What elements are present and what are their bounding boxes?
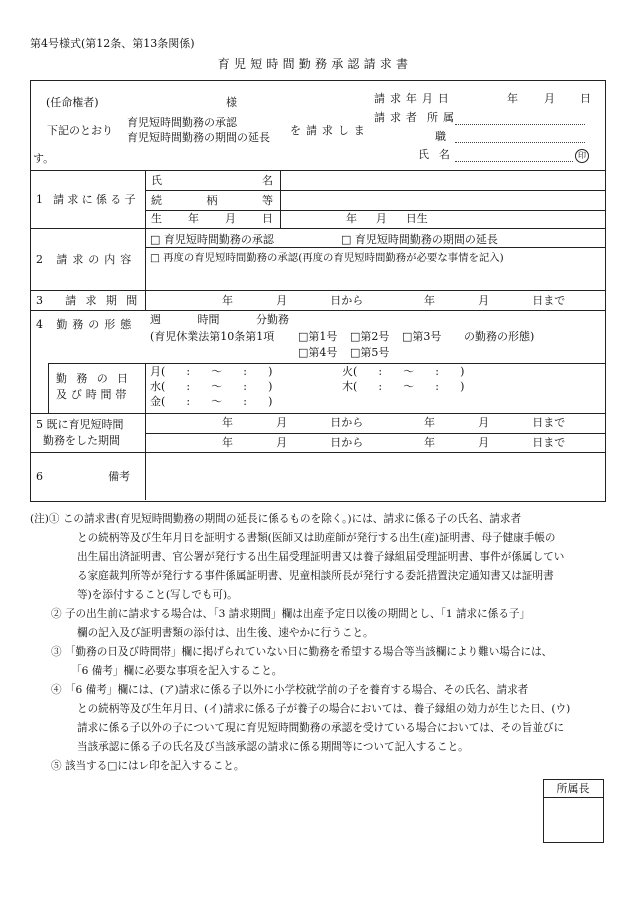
note-2: ② 子の出生前に請求する場合は、「3 請求期間」欄は出産予定日以後の期間とし、「1 請求に係る子」 欄の記入及び証明書類の添付は、出生後、速やかに行うこと。 — [51, 608, 531, 639]
sentence-end: す。 — [33, 152, 55, 165]
content-option-extension[interactable]: □ 育児短時間勤務の期間の延長 — [341, 233, 498, 246]
form-title: 育児短時間勤務承認請求書 — [217, 57, 413, 71]
request-date-day: 日 — [580, 92, 591, 105]
work-form-opt-2[interactable]: □第2号 — [350, 330, 390, 343]
name-label: 氏名 — [418, 148, 460, 161]
request-date-year: 年 — [507, 92, 518, 105]
period-from[interactable]: 年 月 日から — [222, 294, 364, 307]
sama-label: 様 — [226, 96, 237, 109]
child-relation-field[interactable] — [283, 193, 601, 207]
monday-hours[interactable]: 月( : 〜 : ) — [150, 365, 273, 378]
position-label: 職 — [435, 130, 446, 143]
child-relation-label: 続柄等 — [151, 194, 273, 207]
thursday-hours[interactable]: 木( : 〜 : ) — [342, 380, 465, 393]
previous-period-1-to[interactable]: 年 月 日まで — [424, 416, 566, 429]
content-option-reapproval[interactable]: □ 再度の育児短時間勤務の承認(再度の育児短時間勤務が必要な事情を記入) — [150, 252, 504, 264]
previous-period-2-from[interactable]: 年 月 日から — [222, 436, 364, 449]
content-option-approval[interactable]: □ 育児短時間勤務の承認 — [150, 233, 274, 246]
request-date-label: 請求年月日 — [374, 92, 454, 105]
previous-period-2-to[interactable]: 年 月 日まで — [424, 436, 566, 449]
affiliation-field[interactable] — [455, 124, 585, 125]
child-row-label: 1 請求に係る子 — [36, 193, 139, 206]
child-birth-value: 年 月 日生 — [346, 212, 428, 225]
child-name-field[interactable] — [283, 174, 601, 188]
requester-label: 請求者 — [374, 111, 422, 124]
wednesday-hours[interactable]: 水( : 〜 : ) — [150, 380, 273, 393]
content-row-label: 2 請求の内容 — [36, 253, 137, 266]
weekly-hours[interactable]: 週 時間 分勤務 — [150, 313, 289, 326]
workday-label-line1: 勤務の日 — [56, 372, 138, 385]
previous-row-label-line1: 5 既に育児短時間 — [36, 418, 124, 431]
remarks-field[interactable] — [150, 456, 600, 496]
option-approval: 育児短時間勤務の承認 — [127, 116, 237, 129]
work-form-opt-3[interactable]: □第3号 — [402, 330, 442, 343]
work-form-opt-5[interactable]: □第5号 — [350, 346, 390, 359]
workday-label-line2: 及び時間帯 — [56, 388, 131, 401]
request-date-month: 月 — [544, 92, 555, 105]
work-form-row-label: 4 勤務の形態 — [36, 318, 137, 331]
child-birth-label: 生年月日 — [151, 212, 273, 225]
form-number: 第4号様式(第12条、第13条関係) — [30, 37, 195, 50]
position-field[interactable] — [455, 142, 585, 143]
director-label: 所属長 — [556, 782, 590, 795]
option-extension: 育児短時間勤務の期間の延長 — [127, 131, 270, 144]
authority-label: (任命権者) — [46, 96, 99, 109]
work-form-opt-1[interactable]: □第1号 — [298, 330, 338, 343]
name-field[interactable] — [455, 161, 573, 162]
affiliation-label: 所属 — [427, 111, 459, 124]
previous-period-1-from[interactable]: 年 月 日から — [222, 416, 364, 429]
previous-row-label-line2: 勤務をした期間 — [43, 434, 120, 447]
seal-mark: 印 — [575, 148, 589, 163]
period-to[interactable]: 年 月 日まで — [424, 294, 566, 307]
note-1: (注)① この請求書(育児短時間勤務の期間の延長に係るものを除く。)には、請求に係る子の氏名、請求者 との続柄等及び生年月日を証明する書類(医師又は助産師が発行する出生(産)証明書、母子健康手帳の 出生届出済証明書、官公署が発行する出生届受理証明書又は養子縁組届受理証明書、事件が係属してい る家庭裁判所等が発行する事件係属証明書、児童相談所長が発行する委託措置決定通知書又は証明書 等)を添付すること(写しでも可)。 — [30, 513, 565, 601]
note-4: ④ 「6 備考」欄には、(ア)請求に係る子以外に小学校就学前の子を養育する場合、その氏名、請求者 との続柄等及び生年月日、(イ)請求に係る子が養子の場合においては、養子縁組の効力が生じた日、(ウ) 請求に係る子以外の子について現に育児短時間勤務の承認を受けている場合においては、その旨並びに 当該承認に係る子の氏名及び当該承認の請求に係る期間等について記入すること。 — [51, 684, 571, 753]
friday-hours[interactable]: 金( : 〜 : ) — [150, 395, 273, 408]
work-form-opt-4[interactable]: □第4号 — [298, 346, 338, 359]
child-name-label: 氏名 — [151, 174, 273, 187]
period-row-label: 3 請求期間 — [36, 294, 147, 307]
work-form-suffix: の勤務の形態) — [464, 330, 535, 343]
law-reference: (育児休業法第10条第1項 — [150, 330, 275, 343]
intro-text: 下記のとおり — [47, 124, 113, 137]
note-3: ③ 「勤務の日及び時間帯」欄に掲げられていない日に勤務を希望する場合等当該欄により難い場合には、 「6 備考」欄に必要な事項を記入すること。 — [51, 646, 553, 677]
remarks-row-label: 6 備考 — [36, 470, 131, 483]
request-verb: を請求しま — [290, 124, 370, 137]
tuesday-hours[interactable]: 火( : 〜 : ) — [342, 365, 465, 378]
note-5: ⑤ 該当する□にはレ印を記入すること。 — [51, 760, 245, 772]
